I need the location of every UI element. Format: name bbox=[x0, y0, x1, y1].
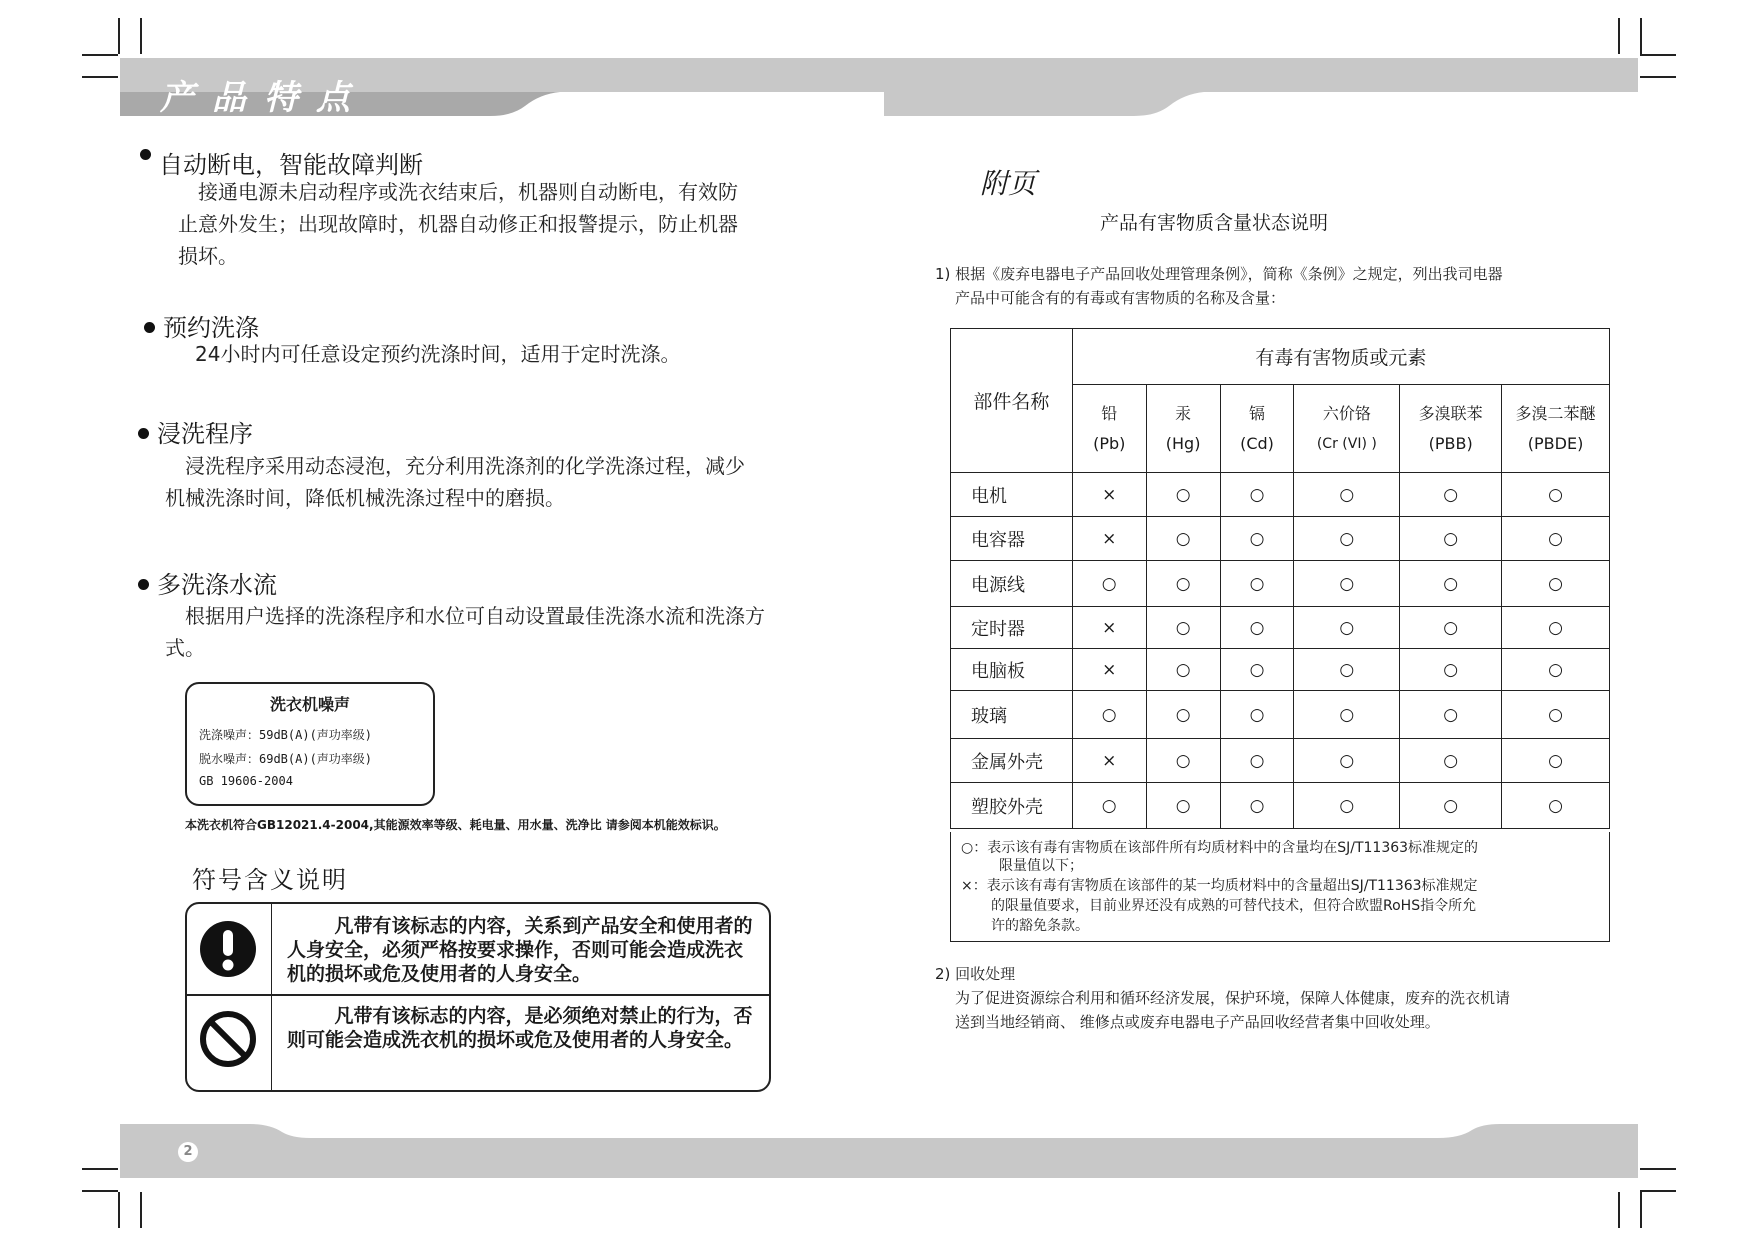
table-col-header: 汞 (Hg) bbox=[1146, 385, 1220, 473]
table-row: 电机 × ○ ○ ○ ○ ○ bbox=[951, 473, 1610, 517]
crop-mark bbox=[82, 1190, 118, 1192]
feature-title-auto-off: 自动断电，智能故障判断 bbox=[140, 145, 423, 180]
right-header-band bbox=[884, 58, 1638, 118]
feature-title-multi-flow: 多洗涤水流 bbox=[138, 565, 277, 600]
crop-mark bbox=[118, 18, 120, 54]
crop-mark bbox=[1640, 1190, 1676, 1192]
crop-mark bbox=[1640, 54, 1676, 56]
recycle-section: 2) 回收处理 为了促进资源综合利用和循环经济发展，保护环境，保障人体健康，废弃的洗衣机请 送到当地经销商、 维修点或废弃电器电子产品回收经营者集中回收处理。 bbox=[935, 962, 1635, 1034]
table-row: 电源线 ○ ○ ○ ○ ○ ○ bbox=[951, 561, 1610, 607]
table-part-header: 部件名称 bbox=[951, 329, 1073, 473]
crop-mark bbox=[82, 1168, 118, 1170]
symbol-section-title: 符号含义说明 bbox=[192, 866, 348, 894]
energy-note: 本洗衣机符合GB12021.4-2004,其能源效率等级、耗电量、用水量、洗净比 请参阅本机能效标识。 bbox=[185, 818, 726, 832]
page-header-title: 产品特点 bbox=[160, 78, 368, 118]
crop-mark bbox=[1640, 76, 1676, 78]
feature-desc-multi-flow: 根据用户选择的洗涤程序和水位可自动设置最佳洗涤水流和洗涤方 式。 bbox=[165, 604, 765, 660]
note-cross-1: ×：表示该有毒有害物质在该部件的某一均质材料中的含量超出SJ/T11363标准规定 bbox=[961, 878, 1478, 894]
crop-mark bbox=[1640, 1168, 1676, 1170]
table-col-header: 多溴二苯醚 (PBDE) bbox=[1502, 385, 1610, 473]
crop-mark bbox=[1618, 1192, 1620, 1228]
crop-mark bbox=[82, 76, 118, 78]
note-circle-1: ○：表示该有毒有害物质在该部件所有均质材料中的含量均在SJ/T11363标准规定的 bbox=[961, 840, 1479, 856]
noise-standard: GB 19606-2004 bbox=[199, 774, 293, 788]
feature-desc-delay-wash: 24小时内可任意设定预约洗涤时间，适用于定时洗涤。 bbox=[195, 342, 681, 366]
feature-desc-soak: 浸洗程序采用动态浸泡，充分利用洗涤剂的化学洗涤过程，减少 机械洗涤时间，降低机械洗涤过程中的磨损。 bbox=[165, 454, 745, 510]
crop-mark bbox=[82, 54, 118, 56]
noise-info-box bbox=[185, 682, 435, 806]
table-group-header: 有毒有害物质或元素 bbox=[1072, 329, 1609, 385]
table-notes bbox=[950, 832, 1610, 942]
page-number: 2 bbox=[178, 1142, 198, 1162]
footer-band bbox=[120, 1120, 1638, 1180]
symbol-warning-text: 凡带有该标志的内容，关系到产品安全和使用者的人身安全，必须严格按要求操作，否则可能会造成洗衣机的损坏或危及使用者的人身安全。 bbox=[287, 915, 753, 985]
noise-box-title: 洗衣机噪声 bbox=[269, 695, 350, 714]
table-row: 玻璃 ○ ○ ○ ○ ○ ○ bbox=[951, 691, 1610, 739]
table-col-header: 铅 (Pb) bbox=[1072, 385, 1146, 473]
table-row: 电容器 × ○ ○ ○ ○ ○ bbox=[951, 517, 1610, 561]
crop-mark bbox=[140, 1192, 142, 1228]
crop-mark bbox=[140, 18, 142, 54]
feature-desc-auto-off: 接通电源未启动程序或洗衣结束后，机器则自动断电，有效防 止意外发生；出现故障时，机器自动修正和报警提示，防止机器 损坏。 bbox=[178, 180, 738, 268]
note-circle-2: 限量值以下； bbox=[999, 858, 1083, 874]
crop-mark bbox=[1618, 18, 1620, 54]
table-row: 电脑板 × ○ ○ ○ ○ ○ bbox=[951, 649, 1610, 691]
symbol-table bbox=[185, 902, 771, 1092]
feature-title-delay-wash: 预约洗涤 bbox=[144, 308, 259, 343]
crop-mark bbox=[1640, 1192, 1642, 1228]
exclamation-icon bbox=[199, 920, 257, 978]
symbol-divider bbox=[187, 994, 769, 996]
crop-mark bbox=[1640, 18, 1642, 54]
table-col-header: 六价铬 (Cr (VI) ) bbox=[1294, 385, 1400, 473]
table-row: 金属外壳 × ○ ○ ○ ○ ○ bbox=[951, 739, 1610, 783]
note-cross-2: 的限量值要求，目前业界还没有成熟的可替代技术，但符合欧盟RoHS指令所允 bbox=[991, 898, 1477, 914]
hazardous-substance-table bbox=[950, 328, 1610, 829]
prohibition-icon bbox=[199, 1010, 257, 1068]
note-cross-3: 许的豁免条款。 bbox=[991, 918, 1089, 934]
bullet-icon bbox=[138, 428, 149, 439]
feature-title-soak: 浸洗程序 bbox=[138, 414, 253, 449]
appendix-title: 附页 bbox=[980, 167, 1037, 200]
noise-spin: 脱水噪声：69dB(A)(声功率级) bbox=[199, 752, 373, 766]
bullet-icon bbox=[144, 322, 155, 333]
crop-mark bbox=[118, 1192, 120, 1228]
table-row: 定时器 × ○ ○ ○ ○ ○ bbox=[951, 607, 1610, 649]
table-col-header: 多溴联苯 (PBB) bbox=[1400, 385, 1502, 473]
noise-wash: 洗涤噪声：59dB(A)(声功率级) bbox=[199, 728, 373, 742]
table-row: 塑胶外壳 ○ ○ ○ ○ ○ ○ bbox=[951, 783, 1610, 829]
recycle-title: 2) 回收处理 bbox=[935, 965, 1016, 983]
bullet-icon bbox=[140, 149, 151, 160]
bullet-icon bbox=[138, 579, 149, 590]
appendix-subtitle: 产品有害物质含量状态说明 bbox=[1100, 212, 1329, 234]
intro-paragraph: 1) 根据《废弃电器电子产品回收处理管理条例》，简称《条例》之规定，列出我司电器 产品中可能含有的有毒或有害物质的名称及含量： bbox=[935, 265, 1503, 307]
table-col-header: 镉 (Cd) bbox=[1220, 385, 1294, 473]
symbol-prohibition-text: 凡带有该标志的内容，是必须绝对禁止的行为，否则可能会造成洗衣机的损坏或危及使用者的人身安全。 bbox=[287, 1005, 753, 1051]
